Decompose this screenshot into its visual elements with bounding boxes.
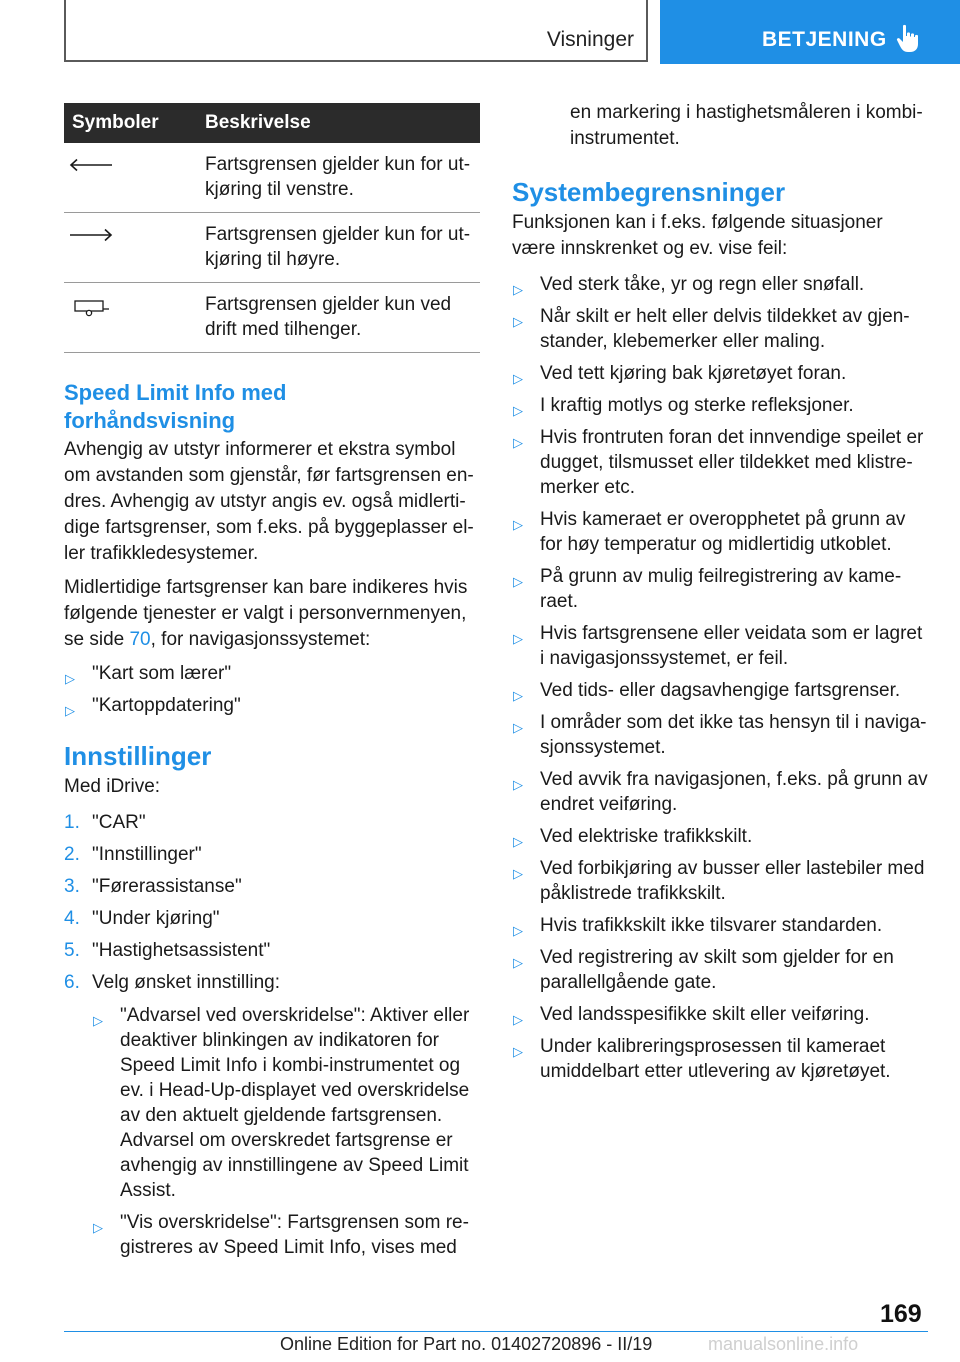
continuation-text: en markering i hastighetsmåleren i kombi-instrumentet.: [570, 102, 923, 149]
list-item: 2. "Innstillinger": [64, 844, 202, 865]
header-section-box: [64, 0, 648, 62]
list-item: 4. "Under kjøring": [64, 908, 220, 929]
footer-edition: Online Edition for Part no. 01402720896 - II/19: [280, 1334, 653, 1354]
table-header-symbols: Symboler: [64, 103, 197, 143]
triangle-bullet-icon: ▷: [513, 371, 523, 386]
list-item: ▷ Ved registrering av skilt som gjelder for en parallellgående gate.: [513, 947, 894, 993]
list-item: ▷ På grunn av mulig feilregistrering av kame-raet.: [513, 566, 902, 612]
list-item: ▷ "Advarsel ved overskridelse": Aktiver eller deaktiver blinkingen av indikatoren for Speed Limit Info i kombi-instrumentet og ev. i Head-Up-displayet ved overskridelse av den aktuelt gjeldende fartsgrensen. Advarsel om overskredet fartsgrense er avhengig av innstillingene av Speed Limit Assist.: [93, 1005, 470, 1201]
list-item: ▷ Hvis frontruten foran det innvendige speilet er dugget, tilsmusset eller tildekket med klistre-merker etc.: [513, 427, 924, 498]
settings-steps: [64, 810, 480, 1260]
list-item: ▷ Ved sterk tåke, yr og regn eller snøfall.: [512, 272, 930, 297]
list-item: 1. "CAR": [64, 812, 146, 833]
list-item: ▷ Hvis kameraet er overopphetet på grunn av for høy temperatur og midlertidig utkoblet.: [513, 509, 906, 555]
triangle-bullet-icon: ▷: [513, 777, 523, 792]
table-header-description: Beskrivelse: [197, 103, 480, 143]
triangle-bullet-icon: ▷: [513, 314, 523, 329]
list-item: ▷ Ved elektriske trafikkskilt.: [512, 824, 930, 849]
list-item: ▷ I områder som det ikke tas hensyn til i naviga-sjonssystemet.: [513, 712, 927, 758]
paragraph-temporary-limits: [64, 575, 480, 653]
triangle-bullet-icon: ▷: [65, 703, 75, 718]
triangle-bullet-icon: ▷: [513, 923, 523, 938]
list-item: ▷ Ved tett kjøring bak kjøretøyet foran.: [512, 361, 930, 386]
triangle-bullet-icon: ▷: [513, 1012, 523, 1027]
triangle-bullet-icon: ▷: [513, 574, 523, 589]
list-item: 6. Velg ønsket innstilling: ▷ "Advarsel ved overskridelse": Aktiver eller deaktiver blinkingen av indikatoren for Speed Limit Info i kombi-instrumentet og ev. i Head-Up-displayet ved overskridelse av den aktuelt gjeldende fartsgrensen. Advarsel om overskredet fartsgrense er avhengig av innstillingene av Speed Limit Assist. ▷ "Vis overskridelse": Fartsgrensen som re-gistreres av Speed Limit Info, vises med: [64, 970, 480, 1260]
triangle-bullet-icon: ▷: [513, 955, 523, 970]
system-limits-intro: Funksjonen kan i f.eks. følgende situasjoner være innskrenket og ev. vise feil:: [512, 212, 883, 259]
list-item: ▷ Ved forbikjøring av busser eller lastebiler med påklistrede trafikkskilt.: [513, 858, 925, 904]
list-item: ▷ I kraftig motlys og sterke refleksjoner.: [512, 393, 930, 418]
sub-options-list: [92, 1003, 480, 1260]
section-title: Visninger: [546, 28, 634, 51]
triangle-bullet-icon: ▷: [513, 282, 523, 297]
triangle-bullet-icon: ▷: [513, 403, 523, 418]
trailer-icon: [64, 298, 118, 318]
list-item: ▷ Hvis fartsgrensene eller veidata som er lagret i navigasjonssystemet, er feil.: [513, 623, 923, 669]
paragraph-preview-info: Avhengig av utstyr informerer et ekstra symbol om avstanden som gjenstår, før fartsgrensen en-dres. Avhengig av utstyr angis ev. også midlerti-dige fartsgrenser, som f.eks. på byggeplasser el-ler trafikkledesystemer.: [64, 439, 474, 564]
footer-divider: [64, 1331, 928, 1332]
heading-speed-limit-preview: Speed Limit Info med forhåndsvisning: [64, 380, 287, 433]
table-cell-description: Fartsgrensen gjelder kun for ut-kjøring til høyre.: [197, 213, 480, 283]
triangle-bullet-icon: ▷: [513, 1044, 523, 1059]
left-column: [64, 103, 480, 1260]
settings-intro: Med iDrive:: [64, 776, 161, 797]
page-number: 169: [880, 1300, 922, 1328]
list-item: ▷ "Kartoppdatering": [64, 693, 480, 718]
triangle-bullet-icon: ▷: [513, 631, 523, 646]
list-item: ▷ "Kart som lærer": [64, 661, 480, 686]
triangle-bullet-icon: ▷: [513, 866, 523, 881]
triangle-bullet-icon: ▷: [513, 517, 523, 532]
list-item: ▷ Hvis trafikkskilt ikke tilsvarer standarden.: [512, 913, 930, 938]
triangle-bullet-icon: ▷: [93, 1220, 103, 1235]
paragraph-text: , for navigasjonssystemet:: [150, 629, 371, 650]
table-cell-description: Fartsgrensen gjelder kun for ut-kjøring til venstre.: [197, 143, 480, 213]
heading-settings: Innstillinger: [64, 741, 212, 771]
arrow-right-icon: [64, 228, 118, 242]
list-item: 3. "Førerassistanse": [64, 876, 242, 897]
triangle-bullet-icon: ▷: [513, 435, 523, 450]
list-item: ▷ Når skilt er helt eller delvis tildekket av gjen-stander, klebemerker eller maling.: [513, 306, 910, 352]
triangle-bullet-icon: ▷: [93, 1013, 103, 1028]
triangle-bullet-icon: ▷: [65, 671, 75, 686]
footer-watermark: manualsonline.info: [708, 1334, 859, 1354]
heading-system-limits: Systembegrensninger: [512, 177, 786, 207]
table-row: [64, 283, 480, 353]
triangle-bullet-icon: ▷: [513, 720, 523, 735]
table-row: [64, 143, 480, 213]
table-cell-description: Fartsgrensen gjelder kun ved drift med tilhenger.: [197, 283, 480, 353]
list-item: ▷ Ved landsspesifikke skilt eller veiføring.: [512, 1002, 930, 1027]
triangle-bullet-icon: ▷: [513, 688, 523, 703]
table-row: [64, 213, 480, 283]
symbol-table: [64, 103, 480, 353]
list-item: ▷ Under kalibreringsprosessen til kameraet umiddelbart etter utlevering av kjøretøyet.: [513, 1036, 891, 1082]
paragraph-text: Midlertidige fartsgrenser kan bare indikeres hvis følgende tjenester er valgt i personvernmenyen, se side: [64, 577, 468, 650]
services-list: [64, 661, 480, 718]
list-item: ▷ "Vis overskridelse": Fartsgrensen som re-gistreres av Speed Limit Info, vises med: [93, 1212, 469, 1258]
list-item: 5. "Hastighetsassistent": [64, 940, 271, 961]
arrow-left-icon: [64, 158, 118, 172]
chapter-tab-label: BETJENING: [762, 28, 887, 51]
list-item: ▷ Ved avvik fra navigasjonen, f.eks. på grunn av endret veiføring.: [513, 769, 928, 815]
triangle-bullet-icon: ▷: [513, 834, 523, 849]
right-column: [512, 100, 930, 1091]
pointing-hand-icon: [896, 24, 922, 54]
list-item: ▷ Ved tids- eller dagsavhengige fartsgrenser.: [512, 678, 930, 703]
limitations-list: [512, 272, 930, 1084]
page-link[interactable]: 70: [129, 629, 151, 650]
chapter-tab[interactable]: [660, 0, 960, 64]
